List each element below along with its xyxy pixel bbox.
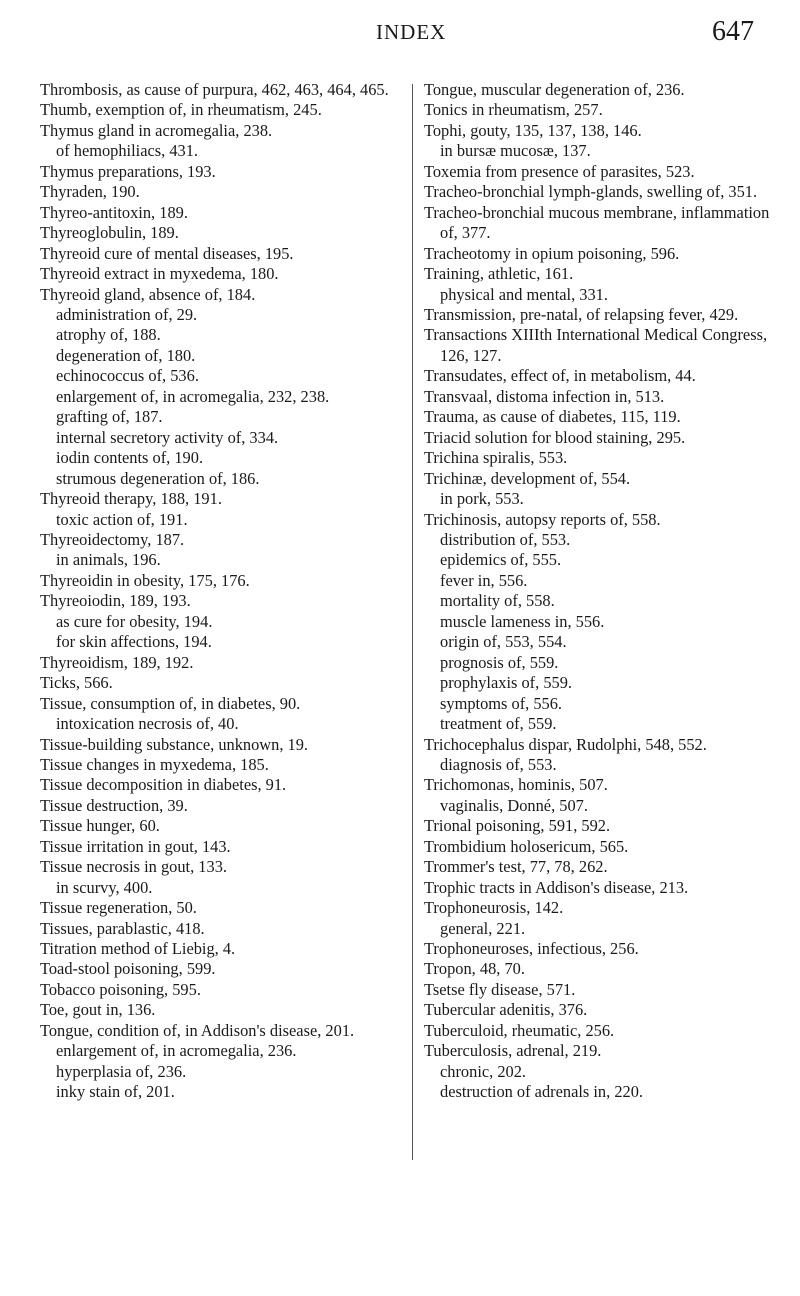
index-entry: Titration method of Liebig, 4. <box>40 939 236 959</box>
index-entry: Tonics in rheumatism, 257. <box>424 100 603 120</box>
index-entry: Tracheo-bronchial mucous membrane, inflammation of, 377. <box>424 202 770 243</box>
column-divider <box>412 84 413 1160</box>
index-entry: Tracheotomy in opium poisoning, 596. <box>424 243 680 263</box>
index-entry: Tissue, consumption of, in diabetes, 90. <box>40 693 301 713</box>
index-entry: Trichomonas, hominis, 507. <box>424 775 608 795</box>
index-entry: Tissue destruction, 39. <box>40 795 188 815</box>
index-entry: Thrombosis, as cause of purpura, 462, 463, 464, 465. <box>40 80 389 99</box>
index-entry: Thyreoid extract in myxedema, 180. <box>40 264 279 284</box>
index-entry: Trichocephalus dispar, Rudolphi, 548, 552. <box>424 734 707 754</box>
index-entry: Triacid solution for blood staining, 295. <box>424 427 686 447</box>
index-subentry: internal secretory activity of, 334. <box>56 427 279 447</box>
index-subentry: atrophy of, 188. <box>56 325 161 345</box>
index-subentry: in bursæ mucosæ, 137. <box>440 141 591 161</box>
index-subentry: inky stain of, 201. <box>56 1082 175 1102</box>
index-entry: Thyreoidectomy, 187. <box>40 529 185 549</box>
index-subentry: in pork, 553. <box>440 489 524 509</box>
index-entry: Ticks, 566. <box>40 673 113 693</box>
index-subentry: grafting of, 187. <box>56 407 163 427</box>
index-subentry: epidemics of, 555. <box>440 550 562 570</box>
index-entry: Thyraden, 190. <box>40 182 140 202</box>
index-entry: Transudates, effect of, in metabolism, 44. <box>424 366 696 386</box>
index-subentry: muscle lameness in, 556. <box>440 611 605 631</box>
index-entry: Thyreoglobulin, 189. <box>40 223 179 243</box>
index-subentry: mortality of, 558. <box>440 591 555 611</box>
index-entry: Trophic tracts in Addison's disease, 213. <box>424 877 689 897</box>
index-entry: Tissue decomposition in diabetes, 91. <box>40 775 287 795</box>
index-entry: Tuberculoid, rheumatic, 256. <box>424 1020 615 1040</box>
index-entry: Tissue changes in myxedema, 185. <box>40 754 269 774</box>
page-number: 647 <box>712 16 754 47</box>
running-title: INDEX <box>376 20 447 44</box>
index-entry: Tissue regeneration, 50. <box>40 898 197 918</box>
index-subentry: enlargement of, in acromegalia, 236. <box>56 1041 297 1061</box>
index-subentry: strumous degeneration of, 186. <box>56 468 260 488</box>
index-subentry: symptoms of, 556. <box>440 693 563 713</box>
index-entry: Training, athletic, 161. <box>424 264 574 284</box>
index-subentry: origin of, 553, 554. <box>440 632 567 652</box>
index-entry: Tissue-building substance, unknown, 19. <box>40 734 309 754</box>
index-entry: Tongue, muscular degeneration of, 236. <box>424 80 685 99</box>
index-subentry: treatment of, 559. <box>440 714 557 734</box>
index-entry: Transvaal, distoma infection in, 513. <box>424 386 665 406</box>
index-entry: Thyreoiodin, 189, 193. <box>40 591 191 611</box>
index-subentry: enlargement of, in acromegalia, 232, 238. <box>56 386 330 406</box>
index-subentry: hyperplasia of, 236. <box>56 1061 187 1081</box>
index-subentry: degeneration of, 180. <box>56 345 196 365</box>
index-entry: Trichina spiralis, 553. <box>424 448 568 468</box>
index-entry: Trauma, as cause of diabetes, 115, 119. <box>424 407 681 427</box>
index-entry: Tissues, parablastic, 418. <box>40 918 205 938</box>
index-entry: Tongue, condition of, in Addison's disease, 201. <box>40 1020 355 1040</box>
index-entry: Toe, gout in, 136. <box>40 1000 156 1020</box>
index-entry: Toad-stool poisoning, 599. <box>40 959 216 979</box>
index-entry: Tissue hunger, 60. <box>40 816 160 836</box>
index-entry: Transmission, pre-natal, of relapsing fever, 429. <box>424 304 739 324</box>
index-subentry: destruction of adrenals in, 220. <box>440 1082 644 1102</box>
index-entry: Thymus gland in acromegalia, 238. <box>40 120 273 140</box>
index-subentry: in scurvy, 400. <box>56 877 153 897</box>
index-subentry: for skin affections, 194. <box>56 632 212 652</box>
index-entry: Trophoneurosis, 142. <box>424 898 564 918</box>
index-subentry: chronic, 202. <box>440 1061 527 1081</box>
index-entry: Tracheo-bronchial lymph-glands, swelling of, 351. <box>424 182 758 202</box>
index-entry: Thumb, exemption of, in rheumatism, 245. <box>40 100 322 120</box>
right-index-column <box>424 80 786 1103</box>
index-entry: Tobacco poisoning, 595. <box>40 979 201 999</box>
index-entry: Thyreo-antitoxin, 189. <box>40 202 188 222</box>
index-entry: Trichinosis, autopsy reports of, 558. <box>424 509 661 529</box>
index-entry: Tubercular adenitis, 376. <box>424 1000 588 1020</box>
index-entry: Trombidium holosericum, 565. <box>424 836 629 856</box>
index-entry: Thyreoidin in obesity, 175, 176. <box>40 570 250 590</box>
index-subentry: of hemophiliacs, 431. <box>56 141 199 161</box>
index-entry: Transactions XIIIth International Medical Congress, 126, 127. <box>424 325 768 365</box>
index-subentry: as cure for obesity, 194. <box>56 611 213 631</box>
index-entry: Trophoneuroses, infectious, 256. <box>424 939 639 959</box>
index-entry: Thyreoid cure of mental diseases, 195. <box>40 243 294 263</box>
index-subentry: echinococcus of, 536. <box>56 366 199 386</box>
index-entry: Trional poisoning, 591, 592. <box>424 816 611 836</box>
index-subentry: intoxication necrosis of, 40. <box>56 714 239 734</box>
index-entry: Trommer's test, 77, 78, 262. <box>424 857 608 877</box>
index-entry: Toxemia from presence of parasites, 523. <box>424 161 695 181</box>
index-subentry: iodin contents of, 190. <box>56 448 204 468</box>
index-entry: Tophi, gouty, 135, 137, 138, 146. <box>424 120 642 140</box>
index-entry: Tsetse fly disease, 571. <box>424 979 576 999</box>
page-header <box>0 6 800 50</box>
index-subentry: prophylaxis of, 559. <box>440 673 573 693</box>
index-entry: Tropon, 48, 70. <box>424 959 525 979</box>
left-index-column <box>40 80 412 1103</box>
index-subentry: vaginalis, Donné, 507. <box>440 795 588 815</box>
index-subentry: in animals, 196. <box>56 550 161 570</box>
index-entry: Trichinæ, development of, 554. <box>424 468 631 488</box>
index-subentry: distribution of, 553. <box>440 529 571 549</box>
index-subentry: prognosis of, 559. <box>440 652 559 672</box>
index-entry: Thymus preparations, 193. <box>40 161 216 181</box>
index-entry: Thyreoid therapy, 188, 191. <box>40 489 222 509</box>
index-subentry: diagnosis of, 553. <box>440 754 557 774</box>
index-entry: Tuberculosis, adrenal, 219. <box>424 1041 602 1061</box>
index-subentry: general, 221. <box>440 918 526 938</box>
index-subentry: fever in, 556. <box>440 570 528 590</box>
index-entry: Thyreoidism, 189, 192. <box>40 652 194 672</box>
index-subentry: toxic action of, 191. <box>56 509 188 529</box>
index-subentry: administration of, 29. <box>56 304 198 324</box>
index-entry: Thyreoid gland, absence of, 184. <box>40 284 256 304</box>
index-entry: Tissue necrosis in gout, 133. <box>40 857 227 877</box>
index-entry: Tissue irritation in gout, 143. <box>40 836 231 856</box>
index-subentry: physical and mental, 331. <box>440 284 608 304</box>
